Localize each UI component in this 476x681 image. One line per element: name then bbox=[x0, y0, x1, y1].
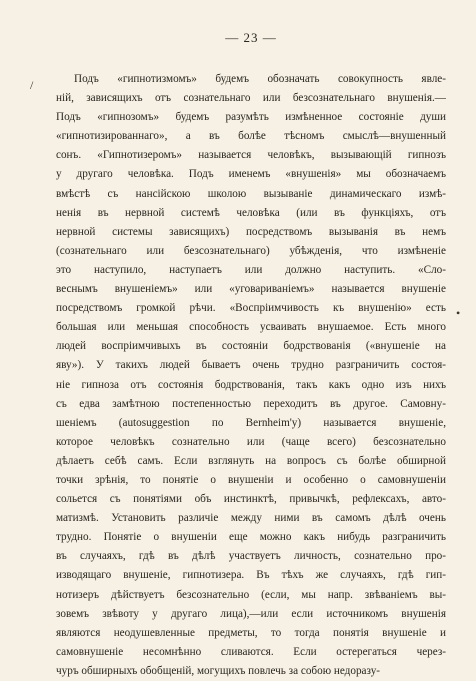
text-line: сольется съ понятіями объ инстинктѣ, привычкѣ, рефлексахъ, авто- bbox=[56, 493, 446, 506]
text-line: въ случаяхъ, гдѣ въ дѣлѣ участвуетъ личность, сознательно про- bbox=[56, 550, 446, 563]
text-line: Подъ «гипнотизмомъ» будемъ обозначать совокупность явле- bbox=[74, 73, 446, 85]
text-line: у другаго человѣка. Подъ именемъ «внушенія» мы обозначаемъ bbox=[56, 168, 446, 181]
text-line: являются неодушевленные предметы, то тогда понятія внушеніе и bbox=[56, 626, 446, 639]
text-line: ненія въ нервной системѣ человѣка (или въ функціяхъ, отъ bbox=[56, 206, 446, 219]
text-line: трудно. Понятіе о внушеніи еще можно какъ нибудь разграничить bbox=[56, 531, 446, 544]
text-line: ніе гипноза отъ состоянія бодрствованія, такъ какъ одно изъ нихъ bbox=[56, 378, 446, 391]
text-line: «гипнотизированнаго», а въ болѣе тѣсномъ смыслѣ—внушенный bbox=[56, 130, 446, 143]
text-line: вмѣстѣ съ нансійскою школою вызываніе динамическаго измѣ- bbox=[56, 187, 446, 200]
text-line: которое человѣкъ сознательно или (чаще всего) безсознательно bbox=[56, 435, 446, 448]
text-line: людей воспріимчивыхъ въ состояніи бодрствованія («внушеніе на bbox=[56, 340, 446, 353]
text-line: сонъ. «Гипнотизеромъ» называется человѣкъ, вызывающій гипнозъ bbox=[56, 149, 446, 162]
text-line: самовнушеніе несомнѣнно сливаются. Если остерегаться через- bbox=[56, 645, 446, 658]
margin-mark-left: / bbox=[30, 78, 34, 92]
text-line: нотизеръ дѣйствуетъ безсознательно (если, мы напр. звѣваніемъ вы- bbox=[56, 588, 446, 601]
text-line: изводящаго внушеніе, гипнотизера. Въ тѣхъ же случаяхъ, гдѣ гип- bbox=[56, 569, 446, 582]
text-line: дѣлаетъ себѣ самъ. Если взглянуть на вопросъ съ болѣе обширной bbox=[56, 454, 446, 467]
text-line: ній, зависящихъ отъ сознательнаго или безсознательнаго внушенія.— bbox=[56, 92, 446, 105]
text-line: зовемъ звѣвоту у другаго лица),—или если источникомъ внушенія bbox=[56, 607, 446, 620]
page-number: — 23 — bbox=[225, 30, 277, 45]
text-line: (сознательнаго или безсознательнаго) убѣжденія, что измѣненіе bbox=[56, 244, 446, 257]
text-line: точки зрѣнія, то понятіе о внушеніи и особенно о самовнушеніи bbox=[56, 473, 446, 486]
text-line: матизмѣ. Установить различіе между ними въ самомъ дѣлѣ очень bbox=[56, 512, 446, 525]
text-line: веснымъ внушеніемъ» или «уговариваніемъ» называется внушеніе bbox=[56, 283, 446, 296]
body-text bbox=[56, 70, 446, 681]
text-line: Подъ «гипнозомъ» будемъ разумѣть измѣненное состояніе души bbox=[56, 111, 446, 124]
margin-mark-right: • bbox=[456, 306, 461, 320]
text-line: яву»). У такихъ людей бываетъ очень трудно разграничить состоя- bbox=[56, 359, 446, 372]
text-line: посредствомъ громкой рѣчи. «Воспріимчивость къ внушенію» есть bbox=[56, 302, 446, 315]
text-line: чуръ обширныхъ обобщеній, могущихъ повлечь за собою недоразу- bbox=[56, 664, 381, 677]
text-line: это наступило, наступаетъ или должно наступить. «Сло- bbox=[56, 263, 446, 276]
text-line: большая или меньшая способность усваивать внушаемое. Есть много bbox=[56, 321, 446, 334]
text-line: съ едва замѣтною постепенностью переходитъ въ другое. Самовну- bbox=[56, 397, 446, 410]
text-line: нервной системы зависящихъ) посредствомъ вызыванія въ немъ bbox=[56, 225, 446, 238]
text-line: шеніемъ (autosuggestion по Bernheim'у) называется внушеніе, bbox=[56, 416, 446, 429]
